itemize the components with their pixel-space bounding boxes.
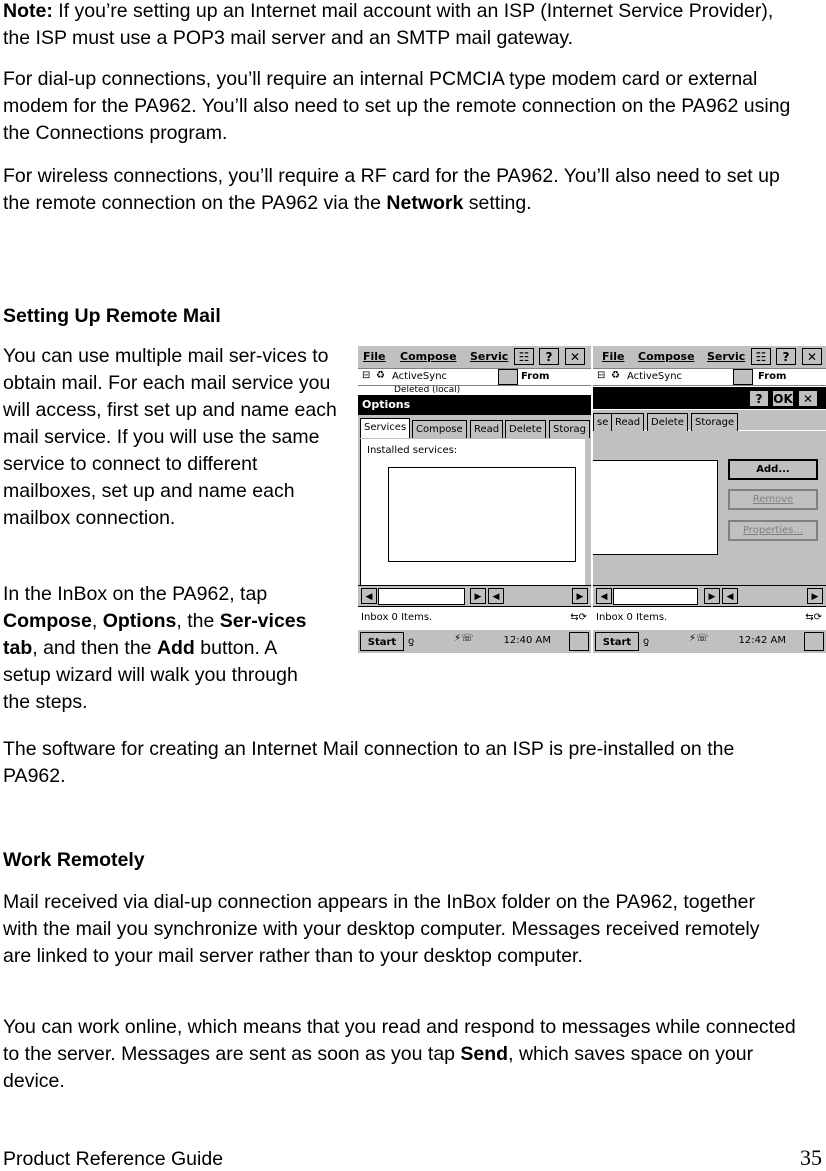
scroll-right-icon-2[interactable]: ▶ [572, 588, 588, 604]
tab-delete[interactable]: Delete [647, 413, 688, 431]
wireless-text-before: For wireless connections, you’ll require a RF card for the PA962. You’ll also need to set up the remote connection on the PA962 via the [3, 165, 780, 214]
menu-file[interactable]: File [602, 350, 625, 363]
para2-text-4: , and then the [32, 637, 157, 659]
network-setting-term: Network [386, 192, 464, 214]
options-title: Options [358, 395, 591, 415]
keyboard-icon[interactable] [569, 632, 589, 651]
note-text: If you’re setting up an Internet mail account with an ISP (Internet Service Provider), the ISP must use a POP3 mail server and an SMTP mail gateway. [3, 0, 774, 49]
horizontal-scrollbar[interactable] [358, 585, 591, 606]
properties-icon[interactable]: ☷ [751, 348, 771, 365]
dialog-ok-button[interactable]: OK [773, 392, 793, 406]
remove-button[interactable]: Remove [728, 489, 818, 510]
scroll-left-icon-2[interactable]: ◀ [722, 588, 738, 604]
work-remotely-heading: Work Remotely [3, 849, 145, 871]
wireless-text-after: setting. [463, 192, 532, 214]
help-button[interactable]: ? [539, 348, 559, 365]
menu-file[interactable]: File [363, 350, 386, 363]
scroll-right-icon-2[interactable]: ▶ [807, 588, 823, 604]
menu-compose[interactable]: Compose [400, 350, 457, 363]
services-page [360, 439, 585, 585]
scroll-left-icon[interactable]: ◀ [596, 588, 612, 604]
tab-storage[interactable]: Storage [691, 413, 738, 431]
close-button[interactable]: ✕ [565, 348, 585, 365]
status-bar [593, 606, 826, 629]
scroll-right-icon[interactable]: ▶ [704, 588, 720, 604]
scroll-thumb[interactable] [613, 588, 698, 605]
note-label: Note: [3, 0, 53, 22]
status-text: Inbox 0 Items. [596, 612, 668, 623]
work-remotely-para2 [3, 1014, 803, 1095]
work-remotely-para1: Mail received via dial-up connection appears in the InBox folder on the PA962, together with the mail you synchronize with your desktop computer. Messages received remotely are linked to your mail server rather than to your desktop computer. [3, 891, 760, 967]
clock: 12:42 AM [738, 635, 786, 646]
options-term: Options [102, 610, 177, 632]
screenshot-options-add [593, 346, 826, 653]
taskbar [593, 629, 826, 653]
connection-icon[interactable]: ⇆⟳ [570, 612, 587, 623]
app-icon[interactable]: ƍ [408, 636, 415, 647]
remote-mail-para2 [3, 581, 323, 716]
tab-compose[interactable]: Compose [412, 420, 467, 438]
menu-services[interactable]: Servic [707, 350, 746, 363]
folder-row [593, 369, 826, 386]
tray-icons[interactable]: ⚡☏ [454, 633, 474, 644]
scroll-left-icon-2[interactable]: ◀ [488, 588, 504, 604]
connection-icon[interactable]: ⇆⟳ [805, 612, 822, 623]
tab-services[interactable]: se [593, 413, 612, 431]
wireless-paragraph [3, 163, 793, 217]
collapse-icon[interactable]: ⊟ [597, 370, 606, 381]
dialog-titlebar [593, 387, 826, 409]
tab-read[interactable]: Read [611, 413, 644, 431]
start-label: Start [602, 637, 632, 648]
tab-delete[interactable]: Delete [505, 420, 546, 438]
installed-services-list[interactable] [388, 467, 576, 562]
sync-icon: ♻ [376, 370, 385, 381]
status-bar [358, 606, 591, 629]
scroll-left-icon[interactable]: ◀ [361, 588, 377, 604]
para2-text-3: , the [176, 610, 220, 632]
screenshot-options-services [358, 346, 591, 653]
tab-read[interactable]: Read [470, 420, 503, 438]
collapse-icon[interactable]: ⊟ [362, 370, 371, 381]
compose-term: Compose [3, 610, 92, 632]
options-tabs [593, 410, 826, 430]
installed-services-label: Installed services: [367, 445, 458, 456]
properties-button[interactable]: Properties... [728, 520, 818, 541]
menu-services[interactable]: Servic [470, 350, 509, 363]
folder-row [358, 369, 591, 386]
folder-activesync[interactable]: ActiveSync [392, 371, 448, 382]
tab-services[interactable]: Services [360, 418, 410, 438]
remote-mail-para3: The software for creating an Internet Mail connection to an ISP is pre-installed on the PA962. [3, 738, 735, 787]
footer-title: Product Reference Guide [3, 1148, 224, 1170]
para2-text-1: In the InBox on the PA962, tap [3, 583, 268, 605]
add-button[interactable]: Add... [728, 459, 818, 480]
column-from[interactable]: From [521, 371, 550, 382]
menu-compose[interactable]: Compose [638, 350, 695, 363]
remote-mail-heading: Setting Up Remote Mail [3, 305, 221, 327]
options-tabs [358, 420, 591, 440]
para2-text-2: , [91, 610, 103, 632]
folder-row-2 [358, 386, 591, 395]
keyboard-icon[interactable] [804, 632, 824, 651]
scroll-thumb[interactable] [378, 588, 465, 605]
tray-icons[interactable]: ⚡☏ [689, 633, 709, 644]
tab-storage[interactable]: Storag [549, 420, 590, 438]
sync-icon: ♻ [611, 370, 620, 381]
dialog-close-button[interactable]: ✕ [798, 390, 818, 407]
folder-icon[interactable] [733, 369, 753, 385]
services-tab-term: Ser-vices tab [3, 610, 307, 659]
help-button[interactable]: ? [776, 348, 796, 365]
status-text: Inbox 0 Items. [361, 612, 433, 623]
work-para2-after: , which saves space on your device. [3, 1043, 754, 1092]
page-number: 35 [800, 1145, 822, 1170]
folder-activesync[interactable]: ActiveSync [627, 371, 683, 382]
folder-deleted[interactable]: Deleted (local) [394, 386, 461, 395]
remote-mail-para1: You can use multiple mail ser-vices to obtain mail. For each mail service you will access, first set up and name each mail service. If you will use the same service to connect to different mailboxes, set up and name each mailbox connection. [3, 345, 337, 529]
start-button[interactable] [595, 632, 639, 651]
start-button[interactable] [360, 632, 404, 651]
note-paragraph [3, 0, 803, 52]
add-term: Add [156, 637, 195, 659]
clock: 12:40 AM [503, 635, 551, 646]
close-button[interactable]: ✕ [802, 348, 822, 365]
properties-icon[interactable]: ☷ [514, 348, 534, 365]
dialog-help-button[interactable]: ? [749, 390, 769, 407]
send-term: Send [460, 1043, 509, 1065]
taskbar [358, 629, 591, 653]
services-page [593, 431, 826, 585]
para2-text-5: button. A setup wizard will walk you through the steps. [3, 637, 298, 713]
scroll-right-icon[interactable]: ▶ [470, 588, 486, 604]
start-label: Start [367, 637, 397, 648]
horizontal-scrollbar[interactable] [593, 585, 826, 606]
column-from[interactable]: From [758, 371, 787, 382]
work-para2-before: You can work online, which means that you read and respond to messages while connected to the server. Messages are sent as soon as you tap [3, 1016, 796, 1065]
app-icon[interactable]: ƍ [643, 636, 650, 647]
installed-services-list[interactable] [593, 460, 718, 555]
folder-icon[interactable] [498, 369, 518, 385]
menu-bar [593, 346, 826, 369]
dialup-paragraph: For dial-up connections, you’ll require an internal PCMCIA type modem card or external modem for the PA962. You’ll also need to set up the remote connection on the PA962 using the Connections program. [3, 68, 791, 144]
menu-bar [358, 346, 591, 369]
